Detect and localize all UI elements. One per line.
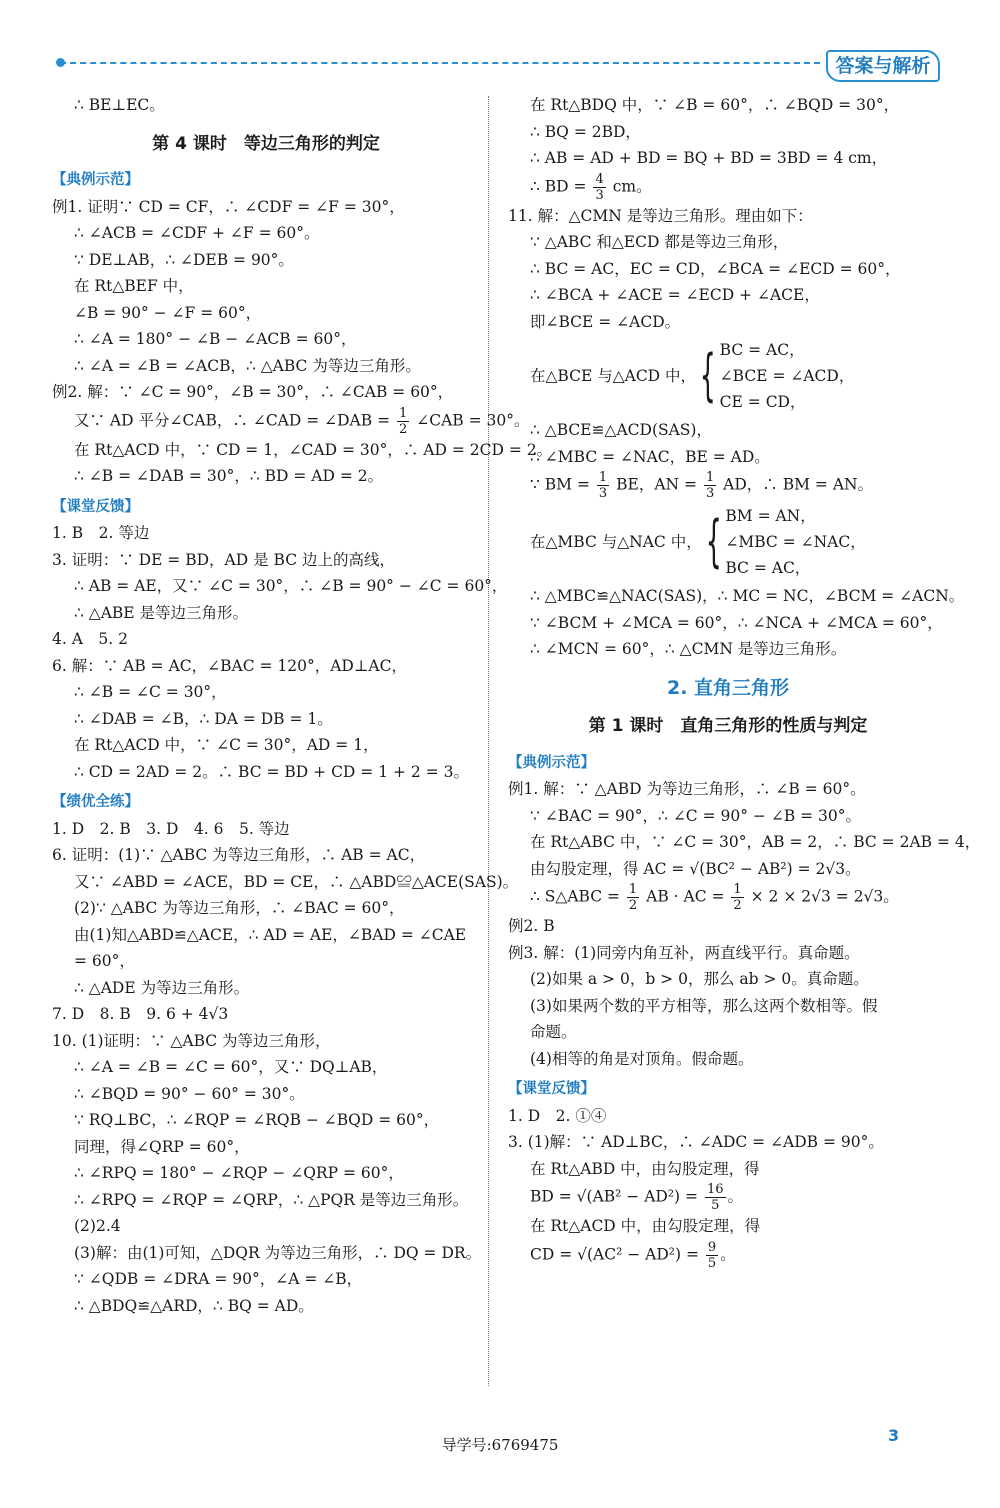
- fraction-denominator: 3: [598, 486, 608, 501]
- section-tag: 【典例示范】: [508, 754, 595, 771]
- equation-system: [508, 503, 948, 581]
- text-line: 命题。: [530, 1023, 577, 1041]
- text-segment: ∴ S△ABC =: [530, 887, 620, 906]
- text-line: 例2. 解：∵ ∠C = 90°，∠B = 30°，∴ ∠CAB = 60°，: [52, 383, 454, 401]
- text-line: ∵ ∠BAC = 90°，∴ ∠C = 90° − ∠B = 30°。: [530, 806, 862, 825]
- text-line: ∴ BC = AC，EC = CD，∠BCA = ∠ECD = 60°，: [530, 259, 901, 278]
- fraction-denominator: 3: [595, 187, 604, 203]
- text-line: 例3. 解：(1)同旁内角互补，两直线平行。真命题。: [508, 943, 860, 962]
- text-line: 在 Rt△ACD 中，∵ ∠C = 30°，AD = 1，: [74, 736, 379, 754]
- section-tag: 【典例示范】: [52, 172, 139, 188]
- text-line-fraction: [508, 1240, 948, 1271]
- text-line: 由勾股定理，得 AC = √(BC² − AB²) = 2√3。: [530, 859, 861, 878]
- text-line-fraction: [508, 470, 948, 501]
- system-line: ∠MBC = ∠NAC，: [725, 533, 866, 551]
- text-line: 6. 解：∵ AB = AC，∠BAC = 120°，AD⊥AC，: [52, 656, 407, 675]
- system-line: ∠BCE = ∠ACD，: [719, 367, 855, 385]
- text-line: ∴ △ADE 为等边三角形。: [74, 978, 250, 997]
- fraction-numerator: 1: [733, 882, 742, 897]
- lesson-title: 第 1 课时 直角三角形的性质与判定: [588, 716, 868, 736]
- fraction-denominator: 2: [628, 898, 638, 913]
- text-line: 在 Rt△ACD 中，由勾股定理，得: [530, 1217, 761, 1235]
- text-line: 由(1)知△ABD≌△ACE，∴ AD = AE，∠BAD = ∠CAE: [74, 925, 467, 944]
- fraction: [704, 470, 716, 501]
- text-line: ∵ △ABC 和△ECD 都是等边三角形，: [530, 233, 789, 251]
- text-line: 例1. 证明∵ CD = CF，∴ ∠CDF = ∠F = 30°，: [52, 197, 405, 216]
- fraction-denominator: 2: [733, 898, 742, 913]
- equation-system: [508, 337, 948, 415]
- text-line: 4. A 5. 2: [52, 630, 128, 648]
- fraction: [705, 1182, 726, 1213]
- text-line: 11. 解：△CMN 是等边三角形。理由如下：: [508, 206, 813, 225]
- text-line: (2)如果 a > 0，b > 0，那么 ab > 0。真命题。: [530, 970, 869, 988]
- text-line: ∴ ∠RPQ = ∠RQP = ∠QRP，∴ △PQR 是等边三角形。: [74, 1190, 469, 1209]
- text-segment: ∠CAB = 30°。: [416, 411, 530, 429]
- system-lines: [725, 503, 865, 581]
- system-label: 在△BCE 与△ACD 中，: [530, 366, 697, 385]
- period: 。: [720, 1245, 736, 1263]
- text-line: 1. D 2. ①④: [508, 1106, 607, 1125]
- text-line: 同理，得∠QRP = 60°，: [74, 1137, 250, 1156]
- fraction: [706, 1240, 718, 1271]
- text-line: ∴ △BCE≌△ACD(SAS)，: [530, 421, 712, 439]
- text-segment: ∴ BD =: [530, 177, 587, 195]
- text-line: ∴ AB = AD + BD = BQ + BD = 3BD = 4 cm，: [530, 149, 888, 167]
- text-line: = 60°，: [74, 952, 135, 970]
- text-line: ∴ ∠BQD = 90° − 60° = 30°。: [74, 1084, 305, 1103]
- text-line-fraction: [508, 172, 948, 203]
- right-column: [508, 92, 981, 1271]
- fraction: [731, 882, 743, 913]
- text-line: ∴ BQ = 2BD，: [530, 122, 641, 141]
- section-title: 2. 直角三角形: [666, 676, 790, 699]
- text-line: 7. D 8. B 9. 6 + 4√3: [52, 1005, 229, 1023]
- text-line: 10. (1)证明：∵ △ABC 为等边三角形，: [52, 1031, 331, 1050]
- text-line: 3. (1)解：∵ AD⊥BC，∴ ∠ADC = ∠ADB = 90°。: [508, 1133, 884, 1151]
- text-line: ∴ ∠ACB = ∠CDF + ∠F = 60°。: [74, 224, 320, 242]
- system-label: 在△MBC 与△NAC 中，: [530, 532, 702, 551]
- period: 。: [727, 1187, 744, 1206]
- fraction-numerator: 16: [706, 1182, 724, 1197]
- text-line: ∵ DE⊥AB，∴ ∠DEB = 90°。: [74, 250, 294, 269]
- text-line: (3)如果两个数的平方相等，那么这两个数相等。假: [530, 996, 878, 1015]
- text-line: 在 Rt△BEF 中，: [74, 277, 194, 295]
- text-line-fraction: [508, 1182, 948, 1213]
- text-line: ∴ AB = AE，又∵ ∠C = 30°，∴ ∠B = 90° − ∠C = 60°，: [74, 577, 508, 595]
- fraction-denominator: 5: [711, 1198, 720, 1213]
- text-line: 3. 证明：∵ DE = BD，AD 是 BC 边上的高线，: [52, 550, 395, 569]
- text-line: 1. D 2. B 3. D 4. 6 5. 等边: [52, 819, 290, 838]
- text-line: ∴ ∠A = ∠B = ∠ACB，∴ △ABC 为等边三角形。: [74, 356, 421, 375]
- left-brace-icon: {: [699, 343, 716, 408]
- fraction: [397, 406, 409, 437]
- fraction: [593, 172, 605, 203]
- text-line: 在 Rt△BDQ 中，∵ ∠B = 60°，∴ ∠BQD = 30°，: [530, 96, 900, 114]
- text-segment: BE，AN =: [616, 475, 698, 494]
- fraction-numerator: 1: [628, 882, 638, 897]
- text-line: ∴ BE⊥EC。: [74, 96, 165, 114]
- fraction-numerator: 1: [399, 405, 408, 421]
- text-line: (3)解：由(1)可知，△DQR 为等边三角形，∴ DQ = DR。: [74, 1243, 482, 1262]
- fraction: [627, 882, 639, 913]
- system-line: BC = AC，: [725, 559, 811, 577]
- text-line-fraction: [52, 405, 530, 437]
- fraction-numerator: 4: [595, 171, 604, 187]
- text-line: 6. 证明：(1)∵ △ABC 为等边三角形，∴ AB = AC，: [52, 846, 426, 864]
- text-segment: cm。: [612, 177, 652, 195]
- page-number: 3: [888, 1426, 900, 1445]
- fraction-numerator: 9: [707, 1239, 717, 1255]
- text-line: ∴ ∠A = ∠B = ∠C = 60°，又∵ DQ⊥AB，: [74, 1058, 388, 1076]
- text-line: ∴ ∠B = ∠DAB = 30°，∴ BD = AD = 2。: [74, 467, 384, 485]
- text-line: ∴ ∠B = ∠C = 30°，: [74, 683, 227, 701]
- text-line: ∴ ∠DAB = ∠B，∴ DA = DB = 1。: [74, 709, 333, 728]
- fraction-numerator: 1: [705, 470, 715, 485]
- footer-code: 导学号:6769475: [441, 1436, 559, 1454]
- system-line: BC = AC，: [719, 341, 805, 359]
- text-segment: CD = √(AC² − AD²) =: [530, 1245, 699, 1263]
- fraction: [597, 470, 609, 501]
- text-line: ∴ ∠BCA + ∠ACE = ∠ECD + ∠ACE，: [530, 286, 820, 304]
- section-tag: 【课堂反馈】: [52, 498, 139, 515]
- text-line: ∵ ∠BCM + ∠MCA = 60°，∴ ∠NCA + ∠MCA = 60°，: [530, 613, 943, 632]
- text-line: 在 Rt△ABD 中，由勾股定理，得: [530, 1159, 760, 1178]
- text-line: 1. B 2. 等边: [52, 524, 150, 542]
- text-segment: AB · AC =: [646, 887, 725, 906]
- text-segment: BD = √(AB² − AD²) =: [530, 1187, 699, 1206]
- text-line: ∴ CD = 2AD = 2。∴ BC = BD + CD = 1 + 2 = 3。: [74, 762, 469, 781]
- text-line: (4)相等的角是对顶角。假命题。: [530, 1049, 754, 1068]
- text-line: ∵ RQ⊥BC，∴ ∠RQP = ∠RQB − ∠BQD = 60°，: [74, 1111, 440, 1129]
- text-segment: × 2 × 2√3 = 2√3。: [750, 887, 899, 906]
- text-line: ∴ ∠A = 180° − ∠B − ∠ACB = 60°，: [74, 330, 357, 348]
- header-rule: [60, 62, 820, 64]
- text-line: 例1. 解：∵ △ABD 为等边三角形，∴ ∠B = 60°。: [508, 780, 866, 798]
- text-segment: AD，∴ BM = AN。: [723, 475, 874, 494]
- text-line: 在 Rt△ABC 中，∵ ∠C = 30°，AB = 2，∴ BC = 2AB = 4，: [530, 833, 981, 851]
- system-line: CE = CD，: [719, 393, 806, 411]
- text-line: ∠B = 90° − ∠F = 60°，: [74, 303, 262, 322]
- text-segment: 又∵ AD 平分∠CAB，∴ ∠CAD = ∠DAB =: [74, 411, 391, 429]
- section-tag: 【课堂反馈】: [508, 1081, 595, 1097]
- left-brace-icon: {: [705, 509, 722, 574]
- text-line: ∴ ∠MCN = 60°，∴ △CMN 是等边三角形。: [530, 640, 847, 658]
- section-tag: 【绩优全练】: [52, 794, 139, 810]
- lesson-title: 第 4 课时 等边三角形的判定: [152, 133, 380, 154]
- fraction-numerator: 1: [598, 470, 608, 485]
- text-line: ∴ ∠MBC = ∠NAC，BE = AD。: [530, 447, 770, 466]
- fraction-denominator: 2: [399, 421, 408, 437]
- text-line: ∴ ∠RPQ = 180° − ∠RQP − ∠QRP = 60°，: [74, 1164, 404, 1182]
- system-lines: [720, 337, 855, 415]
- system-line: BM = AN，: [725, 507, 816, 525]
- column-divider: [488, 96, 489, 1386]
- text-line: ∴ △BDQ≌△ARD，∴ BQ = AD。: [74, 1296, 314, 1315]
- text-line: ∵ ∠QDB = ∠DRA = 90°，∠A = ∠B，: [74, 1270, 363, 1288]
- text-line: ∴ △ABE 是等边三角形。: [74, 603, 249, 622]
- fraction-denominator: 3: [705, 486, 715, 501]
- text-line: ∴ △MBC≌△NAC(SAS)，∴ MC = NC，∠BCM = ∠ACN。: [530, 587, 965, 605]
- header-tag: 答案与解析: [826, 50, 940, 82]
- text-line: 又∵ ∠ABD = ∠ACE，BD = CE，∴ △ABD≌△ACE(SAS)。: [74, 872, 519, 891]
- text-line: 即∠BCE = ∠ACD。: [530, 312, 681, 331]
- text-line: (2)2.4: [74, 1217, 121, 1235]
- text-segment: ∵ BM =: [530, 475, 590, 494]
- text-line: 在 Rt△ACD 中，∵ CD = 1，∠CAD = 30°，∴ AD = 2CD = 2。: [74, 440, 553, 459]
- text-line-fraction: [508, 882, 948, 913]
- fraction-denominator: 5: [707, 1255, 717, 1271]
- text-line: 例2. B: [508, 917, 555, 935]
- text-line: (2)∵ △ABC 为等边三角形，∴ ∠BAC = 60°，: [74, 899, 405, 917]
